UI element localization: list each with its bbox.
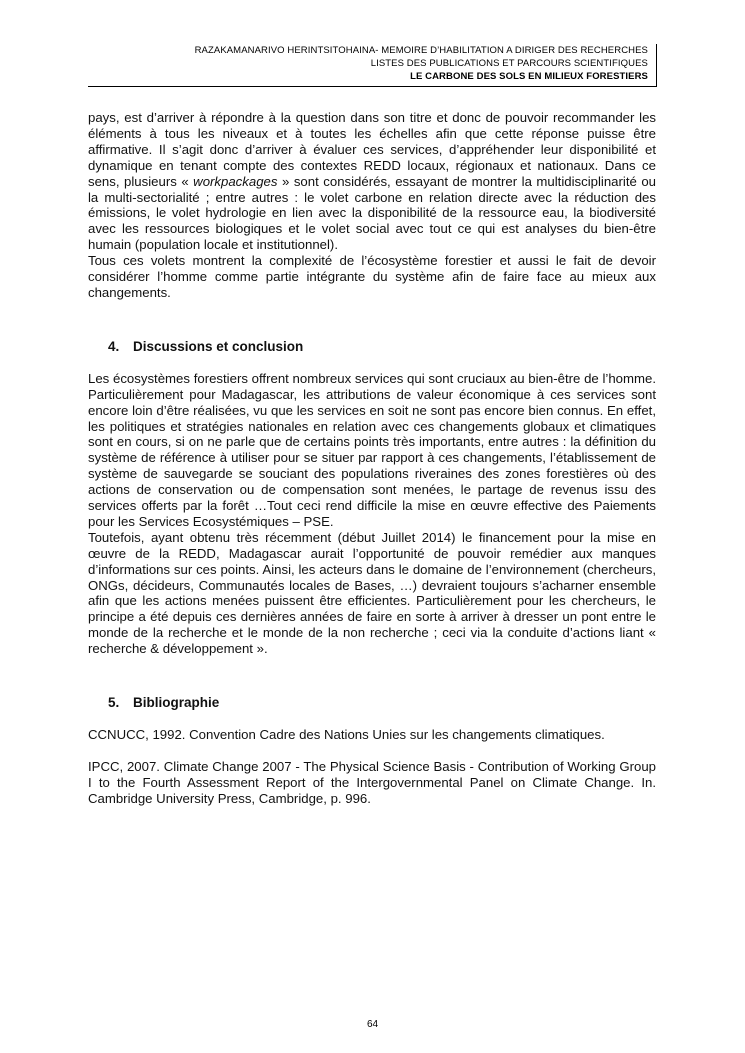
section-4-title: Discussions et conclusion — [133, 338, 304, 354]
header-author-title: RAZAKAMANARIVO HERINTSITOHAINA- MEMOIRE D’HABILITATION A DIRIGER DES RECHERCHES — [194, 45, 648, 56]
intro-paragraph-1 — [88, 110, 656, 253]
body-text — [88, 110, 656, 807]
section-5-heading — [88, 695, 656, 711]
intro-emphasis: workpackages — [193, 173, 278, 189]
section-4-paragraph-2: Toutefois, ayant obtenu très récemment (début Juillet 2014) le financement pour la mise en œuvre de la REDD, Madagascar aurait l’opportunité de pouvoir remédier aux manques d’informations sur ces points. Ainsi, les acteurs dans le domaine de l’environnement (chercheurs, ONGs, décideurs, Communautés locales de Bases, …) devraient toujours s’acharner ensemble afin que les actions menées puissent être efficientes. Particulièrement pour les chercheurs, le principe a été depuis ces dernières années de faire en sorte à arriver à dresser un pont entre le monde de la recherche et le monde de la non recherche ; ceci via la conduite d’actions liant « recherche & développement ». — [88, 529, 656, 657]
section-4-paragraph-1: Les écosystèmes forestiers offrent nombreux services qui sont cruciaux au bien-être de l’homme. Particulièrement pour Madagascar, les attributions de valeur économique à ces services sont encore loin d’être réalisées, vu que les services en soit ne sont pas encore bien connus. En effet, les politiques et stratégies nationales en relation avec ces changements globaux et climatiques sont en cours, si on ne parle que de certains points très importants, entre autres : la définition du système de référence à utiliser pour se situer par rapport à ces changements, l’établissement de système de sauvegarde se souciant des populations riveraines des zones forestières où des actions de conservation ou de compensation sont menées, le partage de revenus issu des services offerts par la forêt …Tout ceci rend difficile la mise en œuvre effective des Paiements pour les Services Ecosystémiques – PSE. — [88, 370, 656, 529]
section-4-heading — [88, 339, 656, 355]
page-number: 64 — [366, 1019, 379, 1030]
intro-text-b: » sont considérés, essayant de montrer la multidisciplinarité ou la multi-sectorialité ; entre autres : le volet carbone en relation directe avec la réduction des émissions, le volet hydrologie en lien avec la disponibilité de la ressource eau, la biodiversité avec les ressources biologiques et le volet social avec tout ce qui est analyses du bien-être humain (population locale et institutionnel). — [88, 173, 656, 253]
intro-text-a: pays, est d’arriver à répondre à la question dans son titre et donc de pouvoir recommander les éléments à tous les niveaux et à toutes les échelles afin que cette réponse puisse être affirmative. Il s’agit donc d’arriver à évaluer ces services, d’appréhender leur disponibilité et dynamique en tenant compte des contextes REDD locaux, régionaux et nationaux. Dans ce sens, plusieurs « — [88, 110, 656, 189]
section-5-number: 5. — [108, 695, 120, 711]
section-4-number: 4. — [108, 338, 120, 354]
section-5-title: Bibliographie — [133, 695, 220, 711]
bibliography-entry-1: CCNUCC, 1992. Convention Cadre des Nations Unies sur les changements climatiques. — [88, 727, 605, 742]
running-header — [88, 44, 657, 87]
intro-paragraph-2: Tous ces volets montrent la complexité de l’écosystème forestier et aussi le fait de devoir considérer l’homme comme partie intégrante du système afin de faire face au mieux aux changements. — [88, 253, 656, 300]
bibliography-entry-2: IPCC, 2007. Climate Change 2007 - The Physical Science Basis - Contribution of Working Group I to the Fourth Assessment Report of the Intergovernmental Panel on Climate Change. In. Cambridge University Press, Cambridge, p. 996. — [88, 758, 656, 806]
header-chapter-title: LE CARBONE DES SOLS EN MILIEUX FORESTIERS — [410, 71, 648, 82]
header-section-title: LISTES DES PUBLICATIONS ET PARCOURS SCIENTIFIQUES — [370, 58, 648, 69]
